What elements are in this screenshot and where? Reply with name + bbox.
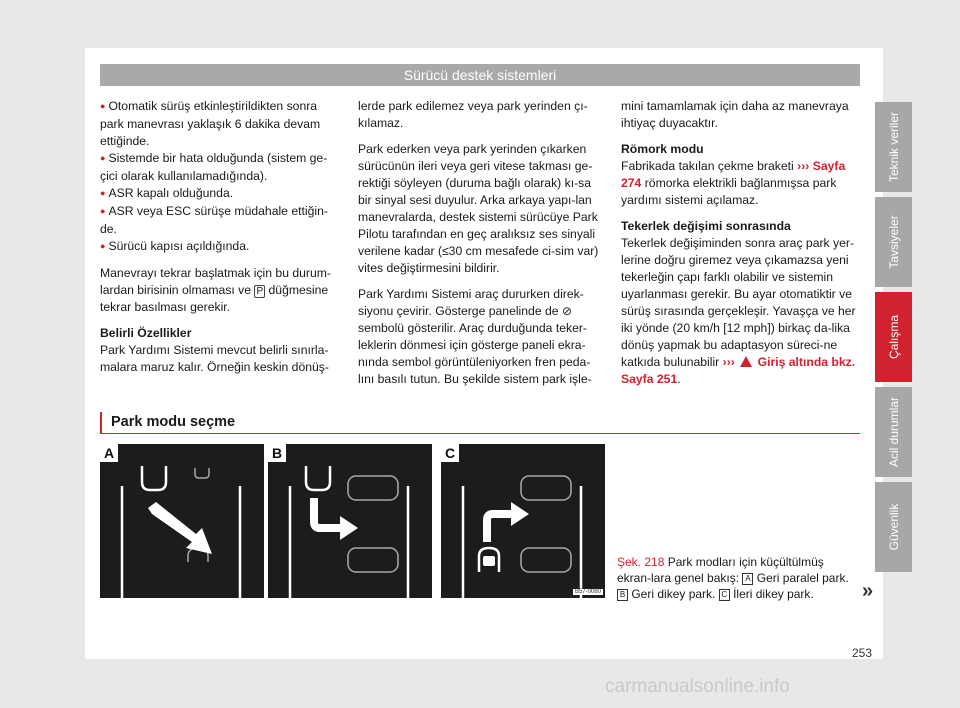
reference-arrow: ››› xyxy=(722,355,735,369)
label-c: C xyxy=(719,589,730,601)
subheading: Belirli Özellikler xyxy=(100,326,192,340)
panel-label: A xyxy=(100,444,118,462)
panel-label: C xyxy=(441,444,459,462)
forward-park-diagram xyxy=(441,444,605,598)
perpendicular-reverse-park-diagram xyxy=(268,444,432,598)
tab-teknik-veriler[interactable]: Teknik veriler xyxy=(875,102,912,192)
parallel-park-diagram xyxy=(100,444,264,598)
label-a: A xyxy=(742,573,753,585)
tab-acil-durumlar[interactable]: Acil durumlar xyxy=(875,387,912,477)
panel-label: B xyxy=(268,444,286,462)
figure-code: B57-0080 xyxy=(574,589,601,595)
park-button-icon: P xyxy=(256,286,264,297)
paragraph: mini tamamlamak için daha az manevraya ihtiyaç duyacaktır. xyxy=(621,99,849,130)
steering-symbol-icon: ⊘ xyxy=(561,304,573,318)
page-link[interactable]: Giriş altında bkz. Sayfa 251 xyxy=(621,355,856,386)
column-1 xyxy=(100,98,338,385)
page-header: Sürücü destek sistemleri xyxy=(100,64,860,86)
section-title: Park modu seçme xyxy=(100,412,860,434)
reference-arrow: ››› xyxy=(797,159,810,173)
figure-ref: Şek. 218 xyxy=(617,555,665,569)
column-2 xyxy=(358,98,603,397)
figure-panel-a xyxy=(100,444,264,598)
paragraph: Fabrikada takılan çekme braketi ››› Sayfa 274 römorka elektrikli bağlanmışsa park yardımı sistemi açılamaz. xyxy=(621,159,846,207)
paragraph: Park Yardımı Sistemi araç dururken direk-siyonu çevirir. Gösterge panelinde de ⊘ sembolü gösterilir. Araç durduğunda teker-leklerin dönmesi için gösterge paneli ekra-nında sembol görüntüleniyorken fren peda-lını basılı tutun. Bu şekilde sistem park işle- xyxy=(358,287,592,386)
paragraph: Park Yardımı Sistemi mevcut belirli sınırla-malara maruz kalır. Örneğin keskin dönüş- xyxy=(100,343,329,374)
page-number: 253 xyxy=(852,646,873,660)
figure-caption: Şek. 218 Park modları için küçültülmüş ekran-lara genel bakış: A Geri paralel park. B Geri dikey park. C İleri dikey park. xyxy=(617,555,849,601)
warning-icon xyxy=(740,356,752,367)
bullet-item: ● Otomatik sürüş etkinleştirildikten sonra park manevrası yaklaşık 6 dakika devam ettiğinde. xyxy=(100,98,338,150)
bullet-item: ● Sistemde bir hata olduğunda (sistem ge-çici olarak kullanılamadığında). xyxy=(100,150,338,185)
label-b: B xyxy=(617,589,628,601)
tab-guvenlik[interactable]: Güvenlik xyxy=(875,482,912,572)
subheading: Tekerlek değişimi sonrasında xyxy=(621,219,791,233)
watermark: carmanualsonline.info xyxy=(605,676,790,697)
tab-calisma[interactable]: Çalışma xyxy=(875,292,912,382)
page-link[interactable]: Sayfa 274 xyxy=(621,159,846,190)
tab-tavsiyeler[interactable]: Tavsiyeler xyxy=(875,197,912,287)
figure-panel-b xyxy=(268,444,432,598)
column-3 xyxy=(621,98,861,397)
paragraph: Park ederken veya park yerinden çıkarken sürücünün ileri veya geri vitese takması ge-rektiği söyleyen (duruma bağlı olarak) kı-sa bir sinyal sesi duyulur. Arka arkaya yapı-lan manevralarda, destek sistemi sürücüye Park Pilotu tarafından en geç aralıksız ses sinyali verilene kadar (≤30 cm mesafede ci-sim var) vites değiştirmesini bildirir. xyxy=(358,142,599,275)
bullet-item: ● ASR kapalı olduğunda. xyxy=(100,185,338,203)
bullet-item: ● Sürücü kapısı açıldığında. xyxy=(100,238,338,256)
bullet-item: ● ASR veya ESC sürüşe müdahale ettiğin-de. xyxy=(100,203,338,238)
paragraph: Tekerlek değişiminden sonra araç park yer-lerine doğru giremez veya çıkamazsa yeni tekerleğin çapı farklı olabilir ve sistemin uyarlanması gerekir. Bu ayar otomatiktir ve sürüş sırasında gerçekleşir. Yavaşça ve her iki yönde (20 km/h [12 mph]) birkaç da-lika dönüş yapmak bu adaptasyon süreci-ne katkıda bulunabilir ››› Giriş altında bkz. Sayfa 251. xyxy=(621,236,856,386)
continue-arrow: » xyxy=(862,580,874,602)
paragraph: lerde park edilemez veya park yerinden çı-kılamaz. xyxy=(358,99,588,130)
paragraph: Manevrayı tekrar başlatmak için bu durum-lardan birisinin olmaması ve P düğmesine tekrar basılması gerekir. xyxy=(100,266,331,314)
figure-panel-c xyxy=(441,444,605,598)
subheading: Römork modu xyxy=(621,142,704,156)
